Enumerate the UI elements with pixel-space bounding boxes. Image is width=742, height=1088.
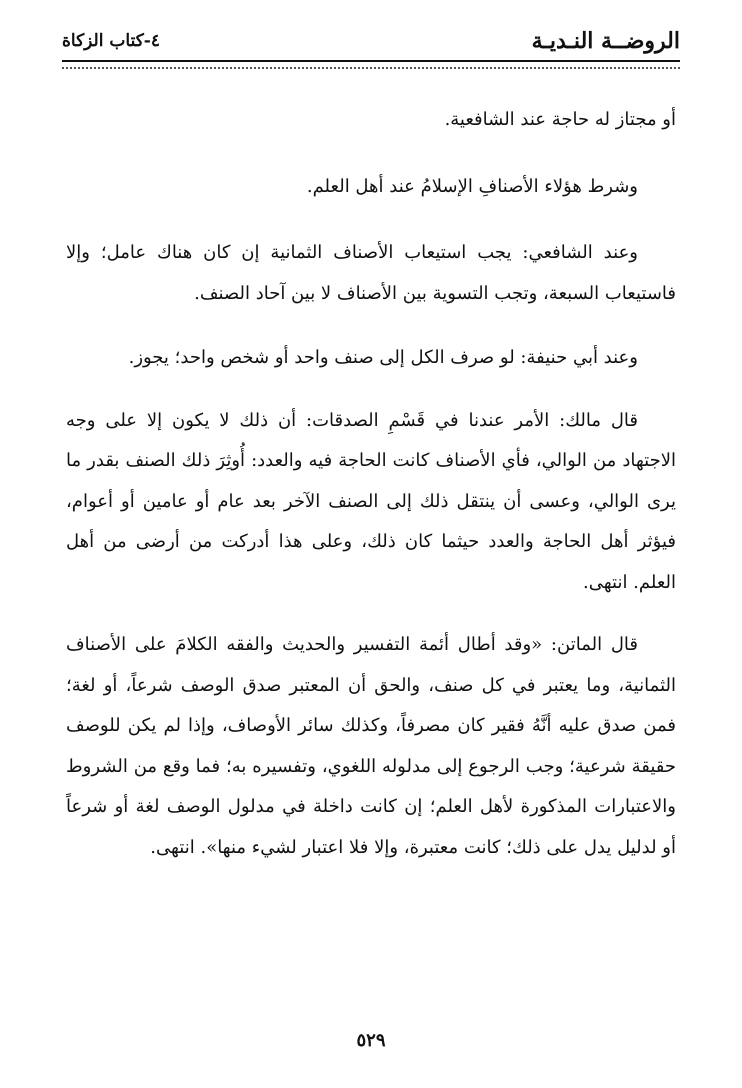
page-number: ٥٢٩ <box>356 1030 386 1051</box>
paragraph-5: قال مالك: الأمر عندنا في قَسْمِ الصدقات: أن ذلك لا يكون إلا على وجه الاجتهاد من الوالي، فأي الأصناف كانت الحاجة فيه والعدد: أُوثِرَ ذلك الصنف بقدر ما يرى الوالي، وعسى أن ينتقل ذلك إلى الصنف الآخر بعد عام أو عامين أو أعوام، فيؤثر أهل الحاجة والعدد حيثما كان ذلك، وعلى هذا أدركت من أرضى من أهل العلم. انتهى. <box>66 409 676 593</box>
book-title: الروضــة النـديـة <box>531 28 680 54</box>
paragraph-3: وعند الشافعي: يجب استيعاب الأصناف الثمانية إن كان هناك عامل؛ وإلا فاستيعاب السبعة، وتجب التسوية بين الأصناف لا بين آحاد الصنف. <box>66 242 676 304</box>
paragraph-6: قال الماتن: «وقد أطال أئمة التفسير والحديث والفقه الكلامَ على الأصناف الثمانية، وما يعتبر في كل صنف، والحق أن المعتبر صدق الوصف شرعاً، أو لغة؛ فمن صدق عليه أنَّهُ فقير كان مصرفاً، وكذلك سائر الأوصاف، وإذا لم يكن للوصف حقيقة شرعية؛ وجب الرجوع إلى مدلوله اللغوي، وتفسيره به؛ فما وقع من الشروط والاعتبارات المذكورة لأهل العلم؛ إن كانت داخلة في مدلول الوصف لغة أو شرعاً أو لدليل يدل على ذلك؛ كانت معتبرة، وإلا فلا اعتبار لشيء منها». انتهى. <box>66 634 676 858</box>
chapter-title: ٤-كتاب الزكاة <box>62 31 160 51</box>
page-body <box>66 100 676 868</box>
header-divider <box>62 60 680 69</box>
running-header <box>62 26 680 56</box>
paragraph-1: أو مجتاز له حاجة عند الشافعية. <box>444 109 676 130</box>
paragraph-2: وشرط هؤلاء الأصنافِ الإسلامُ عند أهل العلم. <box>306 175 638 197</box>
paragraph-4: وعند أبي حنيفة: لو صرف الكل إلى صنف واحد أو شخص واحد؛ يجوز. <box>128 347 638 368</box>
